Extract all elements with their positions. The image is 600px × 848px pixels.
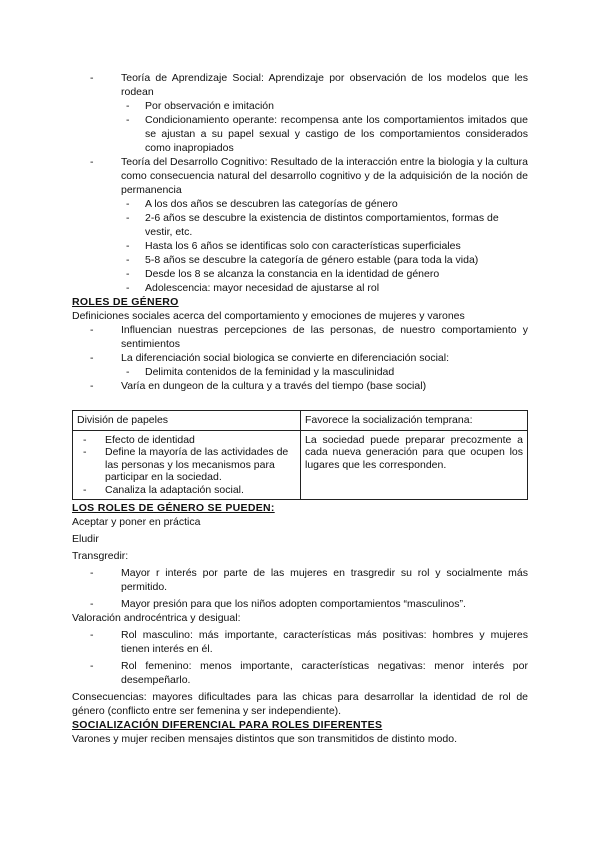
list-item: - Desde los 8 se alcanza la constancia en la identidad de género	[126, 268, 440, 280]
list-item: - Mayor presión para que los niños adopten comportamientos “masculinos”.	[90, 598, 466, 610]
table-header-right: Favorece la socialización temprana:	[301, 411, 528, 431]
list-item: - Define la mayoría de las actividades de las personas y los mecanismos para participar en la sociedad.	[83, 446, 289, 483]
list-item-desarrollo-cognitivo: - Teoría del Desarrollo Cognitivo: Resultado de la interacción entre la biologia y la cultura como consecuencia natural del desarrollo cognitivo y de la adquisición de la noción de permanencia	[90, 156, 528, 196]
section-heading-pueden: LOS ROLES DE GÉNERO SE PUEDEN:	[72, 502, 275, 514]
list-item: - 5-8 años se descubre la categoría de género estable (para toda la vida)	[126, 254, 479, 266]
list-item: - La diferenciación social biologica se convierte en diferenciación social:	[90, 352, 450, 364]
list-item: - Rol femenino: menos importante, características negativas: menor interés por desempeñarlo.	[90, 660, 528, 686]
list-item: - Por observación e imitación	[126, 100, 274, 112]
roles-definition: Definiciones sociales acerca del comportamiento y emociones de mujeres y varones	[72, 310, 465, 322]
list-item: - A los dos años se descubren las categorías de género	[126, 198, 398, 210]
list-item: - Adolescencia: mayor necesidad de ajustarse al rol	[126, 282, 380, 294]
list-item: - Condicionamiento operante: recompensa ante los comportamientos imitados que se ajustan a su papel sexual y castigo de los comportamientos considerados como inapropiados	[126, 114, 528, 154]
document-page	[72, 71, 528, 746]
section-heading-socializacion: SOCIALIZACIÓN DIFERENCIAL PARA ROLES DIFERENTES	[72, 719, 383, 731]
text-aceptar: Aceptar y poner en práctica	[72, 516, 201, 528]
text-eludir: Eludir	[72, 533, 99, 545]
text-consecuencias: Consecuencias: mayores dificultades para las chicas para desarrollar la identidad de rol de género (conflicto entre ser femenina y ser independiente).	[72, 691, 528, 717]
list-item: - Canaliza la adaptación social.	[83, 483, 244, 496]
list-item: - Varía en dungeon de la cultura y a través del tiempo (base social)	[90, 380, 427, 392]
list-item: - Efecto de identidad	[83, 433, 195, 446]
text-socializacion: Varones y mujer reciben mensajes distintos que son transmitidos de distinto modo.	[72, 733, 457, 745]
list-item: - Delimita contenidos de la feminidad y la masculinidad	[126, 366, 395, 378]
table-cell-left	[73, 430, 301, 500]
table-row	[73, 411, 528, 431]
division-papeles-table	[72, 410, 528, 500]
list-item-aprendizaje-social: - Teoría de Aprendizaje Social: Aprendizaje por observación de los modelos que les rodean	[90, 72, 528, 98]
list-item: - 2-6 años se descubre la existencia de distintos comportamientos, formas de vestir, etc.	[126, 212, 499, 238]
table-header-left: División de papeles	[73, 411, 301, 431]
list-item: - Rol masculino: más importante, características más positivas: hombres y mujeres tienen interés en él.	[90, 629, 528, 655]
table-row	[73, 430, 528, 500]
list-item: - Mayor r interés por parte de las mujeres en trasgredir su rol y socialmente más permitido.	[90, 567, 528, 593]
text-valoracion: Valoración androcéntrica y desigual:	[72, 612, 241, 624]
table-cell-right: La sociedad puede preparar precozmente a cada nueva generación para que ocupen los lugares que les corresponden.	[301, 430, 528, 500]
list-item: - Hasta los 6 años se identificas solo con características superficiales	[126, 240, 461, 252]
text-transgredir: Transgredir:	[72, 550, 129, 562]
section-heading-roles: ROLES DE GÉNERO	[72, 296, 179, 308]
list-item: - Influencian nuestras percepciones de las personas, de nuestro comportamiento y sentimientos	[90, 324, 528, 350]
